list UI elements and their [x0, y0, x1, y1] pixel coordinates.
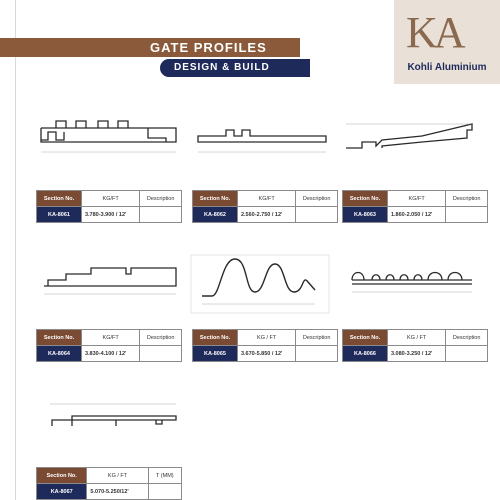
profile-drawing-ka-8062	[190, 118, 336, 160]
section-number: KA-8067	[37, 484, 87, 500]
section-number: KA-8065	[193, 346, 238, 362]
description-cell	[296, 346, 338, 362]
header-section-no: Section No.	[37, 468, 87, 484]
description-cell	[446, 346, 488, 362]
header-section-no: Section No.	[193, 330, 238, 346]
spec-table-ka-8066	[342, 329, 488, 362]
profile-drawing-ka-8065	[190, 254, 330, 314]
spec-table-ka-8067	[36, 467, 182, 500]
header-section-no: Section No.	[343, 191, 388, 207]
kgft-value: 3.830-4.100 / 12'	[81, 346, 139, 362]
kgft-value: 1.860-2.050 / 12'	[387, 207, 445, 223]
profile-drawing-ka-8064	[36, 258, 186, 300]
brand-logo	[394, 0, 500, 84]
thickness-cell	[148, 484, 181, 500]
header-section-no: Section No.	[37, 330, 82, 346]
logo-mark-icon: KA	[406, 8, 462, 57]
kgft-value: 3.080-3.250 / 12'	[387, 346, 445, 362]
section-number: KA-8063	[343, 207, 388, 223]
brand-name: Kohli Aluminium	[407, 62, 487, 73]
header-section-no: Section No.	[37, 191, 82, 207]
header-description: Description	[296, 191, 338, 207]
header-section-no: Section No.	[193, 191, 238, 207]
kgft-value: 5.070-5.250/12'	[87, 484, 148, 500]
description-cell	[140, 346, 182, 362]
section-number: KA-8064	[37, 346, 82, 362]
header-description: Description	[296, 330, 338, 346]
header-description: Description	[140, 191, 182, 207]
header-kgft: KG/FT	[387, 191, 445, 207]
profile-drawing-ka-8066	[342, 258, 482, 300]
header-description: Description	[446, 191, 488, 207]
page-title: GATE PROFILES	[150, 40, 267, 55]
section-number: KA-8066	[343, 346, 388, 362]
kgft-value: 3.780-3.900 / 12'	[81, 207, 139, 223]
spec-table-ka-8061	[36, 190, 182, 223]
header-section-no: Section No.	[343, 330, 388, 346]
spec-table-ka-8065	[192, 329, 338, 362]
header-description: Description	[140, 330, 182, 346]
kgft-value: 3.670-5.850 / 12'	[237, 346, 295, 362]
spec-table-ka-8064	[36, 329, 182, 362]
header-kgft: KG/FT	[237, 191, 295, 207]
profile-drawing-ka-8067	[36, 398, 186, 440]
header-kgft: KG/FT	[81, 330, 139, 346]
kgft-value: 2.560-2.750 / 12'	[237, 207, 295, 223]
header-thickness: T (MM)	[148, 468, 181, 484]
description-cell	[140, 207, 182, 223]
header-kgft: KG / FT	[237, 330, 295, 346]
profile-drawing-ka-8063	[342, 118, 482, 160]
header-kgft: KG / FT	[87, 468, 148, 484]
description-cell	[446, 207, 488, 223]
section-number: KA-8061	[37, 207, 82, 223]
left-margin-rule	[15, 0, 16, 500]
profile-drawing-ka-8061	[36, 118, 186, 160]
spec-table-ka-8062	[192, 190, 338, 223]
header-kgft: KG/FT	[81, 191, 139, 207]
spec-table-ka-8063	[342, 190, 488, 223]
section-number: KA-8062	[193, 207, 238, 223]
description-cell	[296, 207, 338, 223]
header-description: Description	[446, 330, 488, 346]
page-subtitle: DESIGN & BUILD	[174, 62, 270, 73]
header-kgft: KG / FT	[387, 330, 445, 346]
